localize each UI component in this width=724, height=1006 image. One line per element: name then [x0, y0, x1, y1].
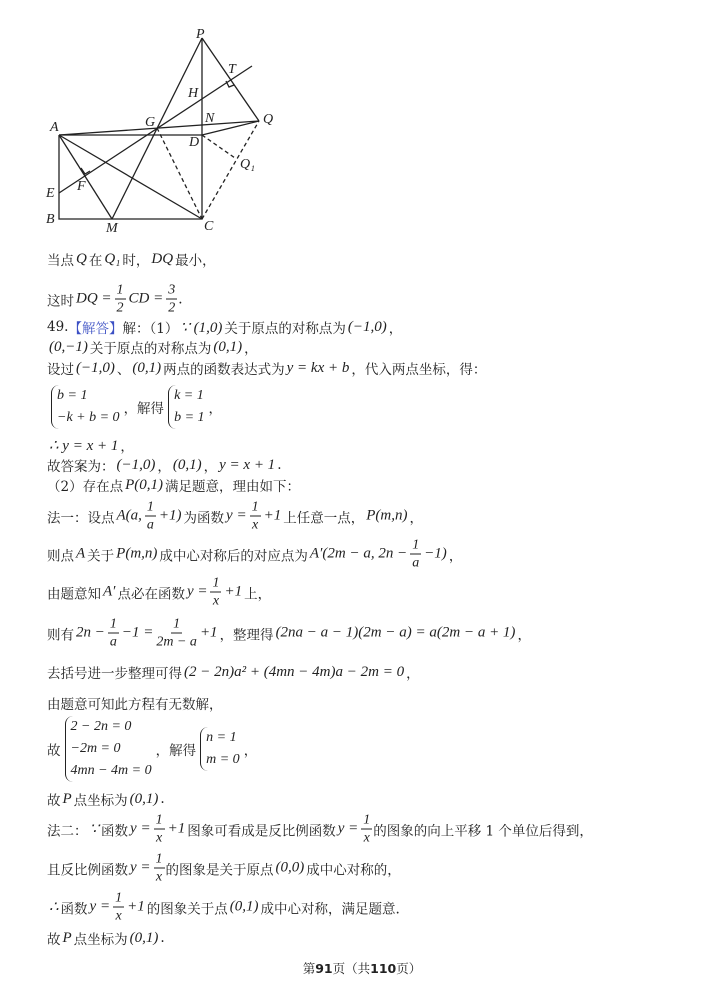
current-page: 91: [315, 961, 333, 976]
text-run: 、: [116, 362, 131, 378]
math-expression: +1: [127, 898, 145, 915]
math-expression: (0,1): [213, 338, 243, 355]
label-E: E: [46, 186, 55, 201]
math-expression: (0,1): [129, 790, 159, 807]
fraction-denominator: 2: [116, 300, 124, 316]
fraction-numerator: 3: [168, 282, 176, 298]
math-expression: P(0,1): [125, 476, 163, 493]
label-D: D: [189, 135, 200, 150]
math-expression: +1: [263, 507, 282, 524]
fraction-denominator: a: [146, 517, 154, 533]
label-B: B: [46, 212, 55, 227]
math-expression: −1): [424, 545, 447, 562]
math-expression: (2na − a − 1)(2m − a) = a(2m − a + 1): [275, 624, 516, 641]
text-line: [47, 435, 134, 455]
fraction: [154, 812, 165, 847]
text-line: [47, 789, 165, 809]
math-expression: y =: [186, 583, 208, 600]
text-line: [47, 616, 531, 651]
text-line: [47, 317, 402, 337]
text-run: 这时: [47, 293, 74, 309]
text-run: 时，: [122, 253, 150, 269]
fraction-numerator: 1: [363, 812, 371, 828]
text-run: .: [277, 457, 282, 473]
fraction-numerator: 1: [251, 499, 259, 515]
fraction-numerator: 1: [116, 282, 124, 298]
text-line: [47, 812, 593, 847]
text-line: [47, 575, 271, 610]
math-expression: y =: [89, 898, 111, 915]
text-run: 解：（1）: [122, 321, 179, 337]
equation: −k + b = 0: [57, 410, 120, 425]
label-G: G: [145, 115, 156, 130]
text-run: 法一：设点: [47, 510, 115, 526]
fraction: [361, 812, 372, 847]
fraction-numerator: 1: [155, 812, 163, 828]
fraction: [113, 890, 124, 925]
text-run: ，: [409, 510, 423, 526]
math-expression: +1): [158, 507, 182, 524]
math-expression: ∴: [49, 899, 59, 916]
text-run: 由题意知: [47, 586, 101, 602]
math-expression: +1: [224, 583, 243, 600]
text-run: 为函数: [183, 510, 225, 526]
text-line: [47, 475, 300, 495]
fraction-denominator: x: [115, 908, 122, 924]
text-run: 点必在函数: [117, 586, 185, 602]
text-run: 关于原点的对称点为: [89, 341, 212, 357]
text-run: ，: [208, 401, 223, 417]
fraction-numerator: 1: [115, 890, 123, 906]
text-run: 函数: [60, 901, 88, 917]
text-line: [47, 890, 400, 925]
equation: 2 − 2n = 0: [70, 719, 132, 734]
fraction-numerator: 1: [212, 575, 220, 591]
fraction: [210, 575, 221, 610]
fraction: [145, 499, 156, 534]
math-expression: DQ =: [76, 290, 112, 307]
fraction: [156, 616, 197, 651]
label-A: A: [50, 120, 59, 135]
text-run: 上任意一点，: [283, 510, 365, 526]
math-expression: ∵ (1,0): [180, 319, 223, 336]
text-run: 的图象关于点: [146, 901, 228, 917]
text-run: 成中心对称的，: [306, 862, 401, 878]
text-run: 图象可看成是反比例函数: [187, 823, 336, 839]
text-run: 两点的函数表达式为: [163, 362, 285, 378]
segment-AC: [59, 135, 202, 219]
fraction: [166, 282, 177, 317]
math-expression: P: [62, 929, 72, 946]
equation: b = 1: [174, 410, 205, 425]
text-run: 成中心对称，满足题意.: [260, 901, 400, 917]
math-expression: (0,1): [129, 929, 159, 946]
text-run: 49.: [47, 319, 69, 335]
text-run: 则点: [47, 548, 74, 564]
geometry-figure: [30, 20, 290, 240]
fraction: [108, 616, 119, 651]
text-run: ，: [406, 666, 420, 682]
text-line: [47, 928, 165, 948]
equation: k = 1: [174, 388, 204, 403]
math-expression: (0,0): [275, 859, 305, 876]
text-run: 则有: [47, 627, 74, 643]
page-footer: [0, 959, 724, 977]
text-line: [47, 385, 222, 429]
equation-system: [200, 727, 240, 771]
math-expression: ∵: [89, 821, 100, 838]
equation: −2m = 0: [70, 741, 121, 756]
footer-middle: 页（共: [332, 961, 371, 976]
equation-system: [51, 385, 120, 429]
math-expression: y = x + 1: [219, 456, 276, 473]
fraction-denominator: 2m − a: [156, 634, 197, 650]
text-line: [47, 337, 258, 357]
text-run: 当点: [47, 253, 74, 269]
math-expression: CD =: [128, 290, 164, 307]
fraction: [154, 851, 165, 886]
text-run: 在: [88, 253, 103, 269]
math-expression: +1: [199, 624, 218, 641]
math-expression: (2 − 2n)a² + (4mn − 4m)a − 2m = 0: [184, 663, 405, 680]
math-expression: A: [76, 545, 86, 562]
math-expression: (0,1): [229, 898, 259, 915]
label-Q1: Q₁: [240, 157, 255, 172]
equation: m = 0: [206, 752, 240, 767]
equation-system: [65, 716, 152, 782]
math-expression: P(m,n): [116, 545, 158, 562]
equation: b = 1: [57, 388, 88, 403]
text-run: 关于原点的对称点为: [224, 321, 346, 337]
text-run: ，: [203, 459, 218, 475]
fraction-numerator: 1: [412, 537, 420, 553]
text-run: ，: [448, 548, 463, 564]
text-run: ，: [517, 627, 531, 643]
label-Q: Q: [263, 112, 274, 127]
text-line: [47, 537, 462, 572]
text-run: 故: [47, 743, 61, 759]
text-line: [47, 455, 281, 475]
fraction: [115, 282, 126, 317]
fraction-numerator: 1: [146, 499, 154, 515]
math-expression: A′: [103, 583, 116, 600]
footer-prefix: 第: [302, 961, 316, 976]
math-expression: (−1,0): [347, 318, 387, 335]
text-run: 关于: [87, 548, 115, 564]
math-expression: 2n −: [76, 624, 105, 641]
text-run: ，: [243, 743, 258, 759]
dashed-DQ1: [202, 135, 235, 158]
text-line: [47, 358, 486, 378]
text-run: ，: [244, 341, 258, 357]
text-run: 故: [47, 793, 61, 809]
math-expression: (0,−1): [49, 338, 88, 355]
text-line: [47, 662, 420, 682]
fraction-denominator: a: [412, 555, 420, 571]
fraction: [250, 499, 261, 534]
text-run: 函数: [101, 823, 129, 839]
text-run: ，: [157, 459, 171, 475]
text-run: 去括号进一步整理可得: [47, 666, 182, 682]
math-expression: A′(2m − a, 2n −: [309, 545, 408, 562]
text-line: [47, 282, 183, 317]
label-M: M: [106, 221, 118, 236]
label-T: T: [228, 62, 236, 77]
text-run: 上，: [244, 586, 272, 602]
text-run: .: [160, 791, 165, 807]
label-C: C: [204, 219, 214, 234]
math-expression: y = kx + b: [286, 359, 350, 376]
answer-tag: 【解答】: [68, 321, 123, 337]
math-expression: ∴ y = x + 1: [49, 437, 119, 454]
math-expression: Q: [76, 250, 87, 267]
fraction-numerator: 1: [155, 851, 163, 867]
text-run: 设过: [47, 362, 74, 378]
fraction-denominator: x: [155, 830, 163, 846]
label-H: H: [188, 86, 199, 101]
text-run: 故答案为：: [47, 459, 115, 475]
text-run: .: [178, 291, 183, 307]
text-run: ，代入两点坐标，得：: [351, 362, 487, 378]
text-run: 最小，: [175, 253, 216, 269]
fraction-denominator: a: [109, 634, 117, 650]
total-pages: 110: [370, 961, 397, 976]
text-line: [47, 851, 401, 886]
text-run: 点坐标为: [73, 932, 128, 948]
fraction-numerator: 1: [173, 616, 181, 632]
text-run: 成中心对称后的对应点为: [159, 548, 308, 564]
math-expression: (−1,0): [76, 359, 115, 376]
text-run: 的图象是关于原点: [165, 862, 274, 878]
text-run: 由题意可知此方程有无数解，: [47, 697, 223, 713]
math-expression: (0,1): [172, 456, 202, 473]
text-run: 满足题意，理由如下：: [165, 479, 300, 495]
text-run: 点坐标为: [73, 793, 128, 809]
math-expression: +1: [167, 820, 186, 837]
text-run: ，解得: [155, 743, 197, 759]
equation: n = 1: [206, 730, 237, 745]
math-expression: y =: [337, 820, 359, 837]
text-line: [47, 499, 423, 534]
equation: 4mn − 4m = 0: [70, 763, 152, 778]
fraction-denominator: x: [212, 593, 220, 609]
text-run: ，: [120, 439, 134, 455]
math-expression: P(m,n): [366, 507, 408, 524]
text-run: （2）存在点: [47, 479, 124, 495]
math-expression: y =: [130, 859, 151, 876]
math-expression: P: [62, 790, 72, 807]
text-run: ，整理得: [219, 627, 274, 643]
text-line: [47, 716, 257, 782]
math-expression: A(a,: [116, 507, 142, 524]
fraction-denominator: 2: [168, 300, 176, 316]
text-run: 且反比例函数: [47, 862, 128, 878]
text-line: [47, 693, 223, 713]
text-run: ，: [388, 321, 403, 337]
math-expression: y =: [130, 820, 151, 837]
math-expression: −1 =: [121, 624, 154, 641]
fraction-denominator: x: [155, 869, 163, 885]
text-run: 法二：: [47, 823, 88, 839]
math-expression: y =: [226, 507, 247, 524]
text-run: 的图象的向上平移 1 个单位后得到，: [373, 823, 593, 839]
label-F: F: [77, 179, 86, 194]
text-line: [47, 249, 216, 269]
label-P: P: [196, 27, 205, 42]
footer-suffix: 页）: [396, 961, 422, 976]
segment-AM: [59, 135, 112, 219]
text-run: ，解得: [123, 401, 165, 417]
math-expression: Q₁: [104, 250, 121, 267]
math-expression: (−1,0): [116, 456, 156, 473]
math-expression: DQ: [151, 250, 174, 267]
math-expression: (0,1): [132, 359, 162, 376]
fraction-numerator: 1: [109, 616, 117, 632]
text-run: 故: [47, 932, 61, 948]
fraction: [410, 537, 421, 572]
fraction-denominator: x: [363, 830, 370, 846]
text-run: .: [160, 930, 165, 946]
label-N: N: [205, 111, 215, 126]
equation-system: [168, 385, 204, 429]
fraction-denominator: x: [251, 517, 259, 533]
